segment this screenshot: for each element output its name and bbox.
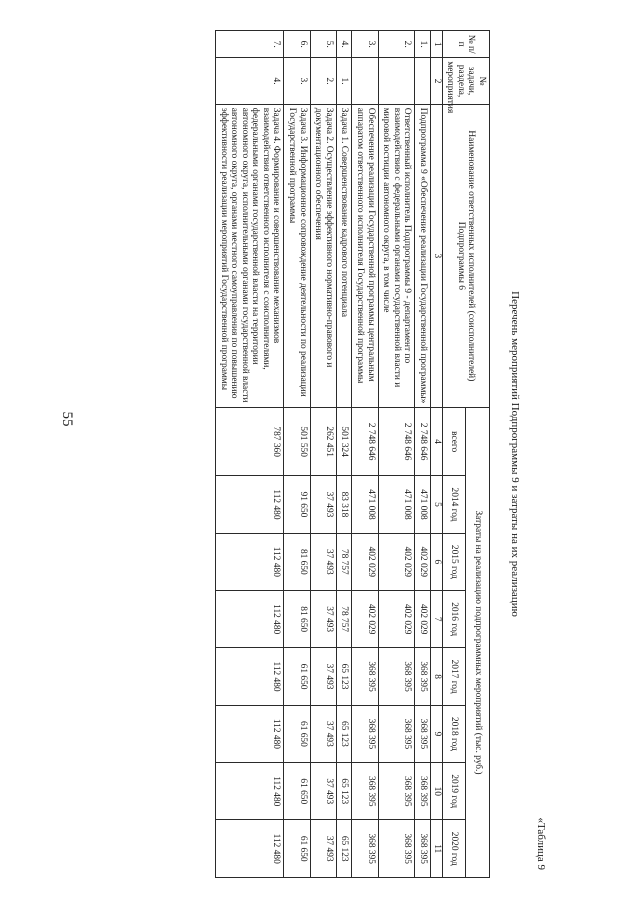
row-2019: 37 493	[310, 763, 336, 820]
row-2019: 61 650	[284, 763, 310, 820]
row-2018: 368 395	[415, 705, 431, 762]
row-name: Подпрограмма 9 «Обеспечение реализации Государственной программы»	[415, 104, 431, 407]
row-name: Задача 4. Формирование и совершенствование механизмов взаимодействия ответственного исполнителя с соисполнителями, федеральными органами государственной власти на территории автономного округа, исполнительными органами государственной власти автономного округа, органами местного самоуправления по повышению эффективности реализации мероприятий Государственной программы	[215, 104, 284, 407]
row-no: 7.	[215, 31, 284, 58]
row-name: Задача 1. Совершенствование кадрового потенциала	[336, 104, 352, 407]
measures-table	[215, 30, 490, 878]
row-task: 3.	[284, 58, 310, 104]
table-row	[215, 31, 284, 878]
header-year: 2020 год	[442, 820, 466, 878]
row-name: Задача 2. Осуществление эффективного нормативно-правового и документационного обеспечения	[310, 104, 336, 407]
row-2015: 37 493	[310, 533, 336, 590]
row-2015: 402 029	[415, 533, 431, 590]
sheet-content	[215, 30, 548, 878]
row-2019: 368 395	[352, 763, 378, 820]
column-number: 4	[431, 408, 443, 476]
row-total: 2 748 646	[352, 408, 378, 476]
row-2015: 81 650	[284, 533, 310, 590]
row-2016: 402 029	[352, 591, 378, 648]
row-2017: 65 123	[336, 648, 352, 705]
column-number: 3	[431, 104, 443, 407]
column-number: 2	[431, 58, 443, 104]
row-2014: 112 480	[215, 476, 284, 533]
header-no: № п/п	[442, 31, 489, 58]
row-task	[352, 58, 378, 104]
row-total: 501 324	[336, 408, 352, 476]
row-2018: 37 493	[310, 705, 336, 762]
row-no: 6.	[284, 31, 310, 58]
row-2020: 37 493	[310, 820, 336, 878]
row-2017: 368 395	[378, 648, 415, 705]
row-no: 1.	[415, 31, 431, 58]
column-number: 5	[431, 476, 443, 533]
column-number: 9	[431, 705, 443, 762]
row-total: 2 748 646	[415, 408, 431, 476]
row-2016: 37 493	[310, 591, 336, 648]
table-row	[310, 31, 336, 878]
table-number: «Таблица 9	[535, 817, 547, 870]
row-2019: 112 480	[215, 763, 284, 820]
row-task	[415, 58, 431, 104]
header-total: всего	[442, 408, 466, 476]
row-2020: 61 650	[284, 820, 310, 878]
row-2020: 368 395	[378, 820, 415, 878]
header-year: 2019 год	[442, 763, 466, 820]
row-2014: 91 650	[284, 476, 310, 533]
row-2016: 402 029	[415, 591, 431, 648]
row-2015: 402 029	[378, 533, 415, 590]
row-no: 5.	[310, 31, 336, 58]
column-number-row	[431, 31, 443, 878]
row-2018: 368 395	[378, 705, 415, 762]
row-2016: 81 650	[284, 591, 310, 648]
header-year: 2015 год	[442, 533, 466, 590]
row-2017: 37 493	[310, 648, 336, 705]
row-2014: 471 008	[378, 476, 415, 533]
row-total: 262 451	[310, 408, 336, 476]
table-row	[415, 31, 431, 878]
header-costs: Затраты на реализацию подпрограммных мероприятий (тыс. руб.)	[466, 408, 490, 878]
row-2018: 61 650	[284, 705, 310, 762]
column-number: 7	[431, 591, 443, 648]
page-number: 55	[59, 411, 75, 427]
row-2017: 112 480	[215, 648, 284, 705]
row-2014: 471 008	[352, 476, 378, 533]
row-2015: 402 029	[352, 533, 378, 590]
row-2015: 78 757	[336, 533, 352, 590]
row-2017: 61 650	[284, 648, 310, 705]
row-2016: 402 029	[378, 591, 415, 648]
row-name: Задача 3. Информационное сопровождение деятельности по реализации Государственной программы	[284, 104, 310, 407]
row-2020: 368 395	[415, 820, 431, 878]
header-name: Наименование ответственных исполнителей (соисполнителей) Подпрограммы 6	[442, 104, 489, 407]
table-row	[336, 31, 352, 878]
row-2016: 78 757	[336, 591, 352, 648]
row-2019: 368 395	[378, 763, 415, 820]
row-total: 787 360	[215, 408, 284, 476]
row-2015: 112 480	[215, 533, 284, 590]
row-2016: 112 480	[215, 591, 284, 648]
header-year: 2016 год	[442, 591, 466, 648]
row-no: 4.	[336, 31, 352, 58]
row-no: 2.	[378, 31, 415, 58]
column-number: 10	[431, 763, 443, 820]
row-2020: 368 395	[352, 820, 378, 878]
row-2014: 83 318	[336, 476, 352, 533]
row-task: 2.	[310, 58, 336, 104]
column-number: 8	[431, 648, 443, 705]
row-total: 2 748 646	[378, 408, 415, 476]
table-row	[352, 31, 378, 878]
row-total: 501 550	[284, 408, 310, 476]
row-2018: 368 395	[352, 705, 378, 762]
row-2018: 112 480	[215, 705, 284, 762]
document-title: Перечень мероприятий Подпрограммы 9 и затраты на их реализацию	[509, 291, 521, 617]
row-name: Обеспечение реализации Государственной программы центральным аппаратом ответственного исполнителя Государственной программы	[352, 104, 378, 407]
row-name: Ответственный исполнитель Подпрограммы 9 - департамент по взаимодействию с федеральными органами государственной власти и мировой юстиции автономного округа, в том числе	[378, 104, 415, 407]
header-row-1	[466, 31, 490, 878]
row-no: 3.	[352, 31, 378, 58]
row-2020: 112 480	[215, 820, 284, 878]
row-2019: 65 123	[336, 763, 352, 820]
header-year: 2017 год	[442, 648, 466, 705]
row-2018: 65 123	[336, 705, 352, 762]
row-task: 4.	[215, 58, 284, 104]
header-year: 2018 год	[442, 705, 466, 762]
row-task	[378, 58, 415, 104]
column-number: 6	[431, 533, 443, 590]
table-row	[378, 31, 415, 878]
row-2019: 368 395	[415, 763, 431, 820]
row-2017: 368 395	[415, 648, 431, 705]
row-2014: 471 008	[415, 476, 431, 533]
header-year: 2014 год	[442, 476, 466, 533]
row-2014: 37 493	[310, 476, 336, 533]
table-row	[284, 31, 310, 878]
header-task: № задачи, раздела, мероприятия	[442, 58, 489, 104]
column-number: 11	[431, 820, 443, 878]
row-task: 1.	[336, 58, 352, 104]
row-2020: 65 123	[336, 820, 352, 878]
column-number: 1	[431, 31, 443, 58]
row-2017: 368 395	[352, 648, 378, 705]
